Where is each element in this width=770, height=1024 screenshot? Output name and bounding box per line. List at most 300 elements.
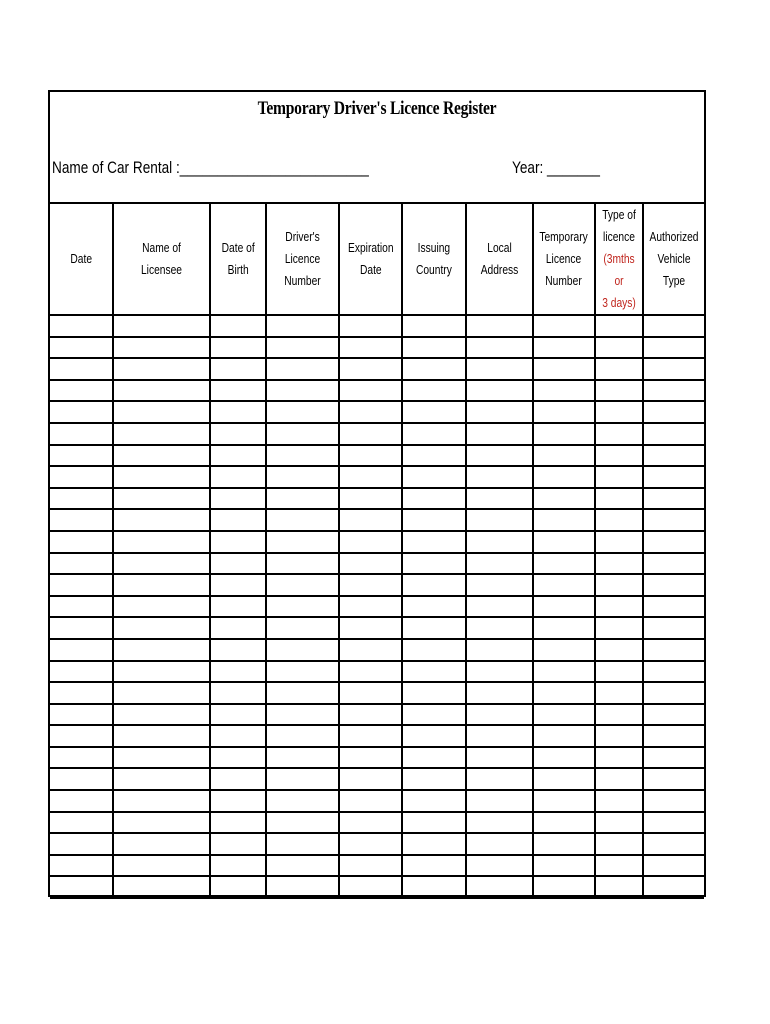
- table-cell[interactable]: [266, 617, 339, 639]
- table-cell[interactable]: [595, 855, 643, 877]
- table-cell[interactable]: [533, 315, 595, 337]
- table-cell[interactable]: [402, 358, 466, 380]
- table-cell[interactable]: [50, 423, 113, 445]
- table-cell[interactable]: [210, 812, 266, 834]
- table-cell[interactable]: [595, 682, 643, 704]
- table-cell[interactable]: [533, 337, 595, 359]
- table-cell[interactable]: [402, 833, 466, 855]
- table-cell[interactable]: [466, 596, 533, 618]
- table-cell[interactable]: [113, 661, 210, 683]
- table-cell[interactable]: [466, 855, 533, 877]
- table-cell[interactable]: [339, 812, 402, 834]
- table-cell[interactable]: [339, 747, 402, 769]
- table-cell[interactable]: [113, 682, 210, 704]
- table-cell[interactable]: [466, 682, 533, 704]
- table-cell[interactable]: [466, 337, 533, 359]
- table-cell[interactable]: [210, 488, 266, 510]
- table-cell[interactable]: [50, 488, 113, 510]
- table-cell[interactable]: [595, 617, 643, 639]
- table-cell[interactable]: [595, 315, 643, 337]
- table-cell[interactable]: [339, 617, 402, 639]
- table-cell[interactable]: [50, 876, 113, 898]
- table-cell[interactable]: [50, 617, 113, 639]
- table-cell[interactable]: [113, 445, 210, 467]
- table-cell[interactable]: [595, 509, 643, 531]
- table-cell[interactable]: [533, 725, 595, 747]
- table-cell[interactable]: [402, 617, 466, 639]
- table-cell[interactable]: [643, 639, 704, 661]
- table-cell[interactable]: [50, 768, 113, 790]
- table-cell[interactable]: [266, 488, 339, 510]
- type-of-licence-note: (3mths or 3 days): [602, 252, 636, 310]
- register-table: [50, 204, 704, 899]
- table-cell[interactable]: [266, 747, 339, 769]
- table-cell[interactable]: [266, 661, 339, 683]
- table-cell[interactable]: [533, 380, 595, 402]
- table-cell[interactable]: [466, 423, 533, 445]
- table-cell[interactable]: [339, 574, 402, 596]
- table-cell[interactable]: [595, 488, 643, 510]
- table-cell[interactable]: [402, 596, 466, 618]
- table-cell[interactable]: [402, 661, 466, 683]
- table-cell[interactable]: [50, 704, 113, 726]
- table-cell[interactable]: [466, 380, 533, 402]
- table-cell[interactable]: [595, 531, 643, 553]
- table-cell[interactable]: [643, 401, 704, 423]
- table-cell[interactable]: [643, 704, 704, 726]
- table-cell[interactable]: [113, 747, 210, 769]
- table-cell[interactable]: [533, 596, 595, 618]
- table-cell[interactable]: [113, 855, 210, 877]
- table-cell[interactable]: [595, 639, 643, 661]
- table-cell[interactable]: [533, 833, 595, 855]
- table-cell[interactable]: [113, 596, 210, 618]
- table-cell[interactable]: [266, 380, 339, 402]
- table-cell[interactable]: [402, 488, 466, 510]
- table-cell[interactable]: [339, 509, 402, 531]
- table-cell[interactable]: [339, 445, 402, 467]
- table-cell[interactable]: [643, 725, 704, 747]
- table-cell[interactable]: [266, 574, 339, 596]
- table-cell[interactable]: [402, 553, 466, 575]
- table-cell[interactable]: [466, 725, 533, 747]
- table-row: [50, 574, 704, 596]
- table-cell[interactable]: [210, 574, 266, 596]
- table-cell[interactable]: [339, 423, 402, 445]
- table-cell[interactable]: [466, 315, 533, 337]
- table-cell[interactable]: [595, 380, 643, 402]
- table-cell[interactable]: [50, 401, 113, 423]
- table-cell[interactable]: [266, 768, 339, 790]
- col-header-authorized-vehicle-type: Authorized Vehicle Type: [643, 204, 704, 315]
- table-cell[interactable]: [339, 661, 402, 683]
- year-field[interactable]: Year: _______: [512, 158, 600, 177]
- table-cell[interactable]: [113, 488, 210, 510]
- table-cell[interactable]: [210, 704, 266, 726]
- table-cell[interactable]: [339, 466, 402, 488]
- table-cell[interactable]: [266, 855, 339, 877]
- table-cell[interactable]: [533, 531, 595, 553]
- table-cell[interactable]: [266, 704, 339, 726]
- table-cell[interactable]: [113, 768, 210, 790]
- table-cell[interactable]: [266, 445, 339, 467]
- table-cell[interactable]: [113, 574, 210, 596]
- col-header-name-of-licensee: Name of Licensee: [113, 204, 210, 315]
- table-cell[interactable]: [113, 401, 210, 423]
- table-cell[interactable]: [113, 531, 210, 553]
- table-cell[interactable]: [466, 358, 533, 380]
- table-cell[interactable]: [595, 704, 643, 726]
- table-cell[interactable]: [266, 790, 339, 812]
- table-cell[interactable]: [113, 725, 210, 747]
- table-cell[interactable]: [595, 337, 643, 359]
- table-cell[interactable]: [113, 876, 210, 898]
- table-cell[interactable]: [643, 380, 704, 402]
- table-cell[interactable]: [402, 337, 466, 359]
- table-cell[interactable]: [402, 574, 466, 596]
- table-cell[interactable]: [466, 401, 533, 423]
- table-cell[interactable]: [339, 790, 402, 812]
- table-cell[interactable]: [402, 531, 466, 553]
- table-cell[interactable]: [402, 423, 466, 445]
- table-cell[interactable]: [113, 704, 210, 726]
- table-cell[interactable]: [339, 704, 402, 726]
- table-cell[interactable]: [466, 488, 533, 510]
- table-cell[interactable]: [643, 617, 704, 639]
- table-cell[interactable]: [339, 876, 402, 898]
- table-cell[interactable]: [595, 423, 643, 445]
- table-cell[interactable]: [50, 509, 113, 531]
- table-cell[interactable]: [466, 553, 533, 575]
- table-cell[interactable]: [643, 315, 704, 337]
- table-cell[interactable]: [595, 553, 643, 575]
- table-cell[interactable]: [339, 682, 402, 704]
- table-cell[interactable]: [113, 423, 210, 445]
- table-cell[interactable]: [466, 445, 533, 467]
- table-cell[interactable]: [266, 682, 339, 704]
- table-cell[interactable]: [402, 466, 466, 488]
- table-cell[interactable]: [643, 855, 704, 877]
- table-cell[interactable]: [339, 401, 402, 423]
- table-cell[interactable]: [533, 855, 595, 877]
- table-cell[interactable]: [113, 812, 210, 834]
- table-cell[interactable]: [113, 790, 210, 812]
- table-cell[interactable]: [50, 639, 113, 661]
- table-row: [50, 445, 704, 467]
- table-cell[interactable]: [210, 531, 266, 553]
- table-cell[interactable]: [210, 833, 266, 855]
- table-cell[interactable]: [643, 747, 704, 769]
- table-cell[interactable]: [210, 553, 266, 575]
- col-header-type-of-licence: Type of licence (3mths or 3 days): [595, 204, 643, 315]
- table-cell[interactable]: [210, 509, 266, 531]
- table-cell[interactable]: [466, 617, 533, 639]
- table-cell[interactable]: [402, 768, 466, 790]
- table-cell[interactable]: [266, 466, 339, 488]
- table-cell[interactable]: [533, 661, 595, 683]
- table-cell[interactable]: [113, 833, 210, 855]
- table-cell[interactable]: [533, 574, 595, 596]
- table-row: [50, 661, 704, 683]
- table-cell[interactable]: [113, 380, 210, 402]
- table-cell[interactable]: [402, 380, 466, 402]
- table-cell[interactable]: [402, 401, 466, 423]
- table-cell[interactable]: [533, 639, 595, 661]
- table-cell[interactable]: [339, 639, 402, 661]
- table-cell[interactable]: [533, 812, 595, 834]
- table-cell[interactable]: [339, 488, 402, 510]
- column-header-row: [50, 204, 704, 315]
- table-cell[interactable]: [402, 639, 466, 661]
- table-cell[interactable]: [339, 531, 402, 553]
- table-cell[interactable]: [595, 876, 643, 898]
- table-cell[interactable]: [643, 682, 704, 704]
- table-cell[interactable]: [402, 855, 466, 877]
- table-cell[interactable]: [50, 553, 113, 575]
- table-cell[interactable]: [113, 617, 210, 639]
- table-cell[interactable]: [643, 445, 704, 467]
- table-cell[interactable]: [210, 445, 266, 467]
- table-cell[interactable]: [533, 876, 595, 898]
- table-cell[interactable]: [643, 790, 704, 812]
- table-cell[interactable]: [50, 812, 113, 834]
- table-cell[interactable]: [466, 466, 533, 488]
- table-cell[interactable]: [266, 358, 339, 380]
- table-cell[interactable]: [466, 531, 533, 553]
- table-cell[interactable]: [210, 876, 266, 898]
- table-row: [50, 488, 704, 510]
- table-cell[interactable]: [50, 747, 113, 769]
- table-cell[interactable]: [113, 358, 210, 380]
- table-cell[interactable]: [466, 639, 533, 661]
- table-cell[interactable]: [210, 661, 266, 683]
- table-cell[interactable]: [266, 639, 339, 661]
- table-cell[interactable]: [595, 661, 643, 683]
- table-cell[interactable]: [50, 315, 113, 337]
- table-cell[interactable]: [595, 790, 643, 812]
- table-cell[interactable]: [210, 639, 266, 661]
- table-cell[interactable]: [643, 488, 704, 510]
- col-header-issuing-country: Issuing Country: [402, 204, 466, 315]
- table-cell[interactable]: [533, 768, 595, 790]
- table-cell[interactable]: [402, 315, 466, 337]
- table-cell[interactable]: [402, 704, 466, 726]
- table-cell[interactable]: [595, 768, 643, 790]
- table-cell[interactable]: [50, 445, 113, 467]
- table-cell[interactable]: [595, 747, 643, 769]
- table-row: [50, 423, 704, 445]
- table-cell[interactable]: [339, 768, 402, 790]
- table-cell[interactable]: [266, 423, 339, 445]
- table-cell[interactable]: [50, 596, 113, 618]
- table-row: [50, 876, 704, 898]
- table-row: [50, 790, 704, 812]
- table-cell[interactable]: [339, 315, 402, 337]
- table-cell[interactable]: [210, 380, 266, 402]
- table-cell[interactable]: [50, 358, 113, 380]
- table-cell[interactable]: [595, 445, 643, 467]
- table-cell[interactable]: [50, 531, 113, 553]
- table-cell[interactable]: [533, 445, 595, 467]
- table-cell[interactable]: [643, 466, 704, 488]
- table-cell[interactable]: [339, 358, 402, 380]
- table-cell[interactable]: [643, 358, 704, 380]
- table-cell[interactable]: [533, 790, 595, 812]
- table-cell[interactable]: [466, 509, 533, 531]
- table-row: [50, 725, 704, 747]
- table-cell[interactable]: [643, 337, 704, 359]
- table-cell[interactable]: [210, 423, 266, 445]
- table-cell[interactable]: [533, 423, 595, 445]
- table-cell[interactable]: [266, 812, 339, 834]
- table-cell[interactable]: [533, 704, 595, 726]
- table-cell[interactable]: [643, 768, 704, 790]
- table-cell[interactable]: [643, 833, 704, 855]
- table-cell[interactable]: [266, 401, 339, 423]
- table-cell[interactable]: [113, 337, 210, 359]
- table-cell[interactable]: [643, 531, 704, 553]
- table-cell[interactable]: [113, 509, 210, 531]
- table-cell[interactable]: [466, 574, 533, 596]
- table-cell[interactable]: [50, 574, 113, 596]
- table-cell[interactable]: [266, 531, 339, 553]
- table-cell[interactable]: [533, 553, 595, 575]
- table-cell[interactable]: [466, 876, 533, 898]
- table-cell[interactable]: [266, 833, 339, 855]
- table-cell[interactable]: [402, 725, 466, 747]
- table-cell[interactable]: [266, 553, 339, 575]
- table-cell[interactable]: [595, 574, 643, 596]
- table-cell[interactable]: [643, 509, 704, 531]
- table-cell[interactable]: [466, 768, 533, 790]
- table-cell[interactable]: [339, 553, 402, 575]
- table-cell[interactable]: [210, 337, 266, 359]
- table-row: [50, 466, 704, 488]
- table-cell[interactable]: [50, 337, 113, 359]
- table-cell[interactable]: [210, 725, 266, 747]
- table-cell[interactable]: [50, 790, 113, 812]
- table-cell[interactable]: [210, 315, 266, 337]
- table-cell[interactable]: [266, 509, 339, 531]
- table-cell[interactable]: [50, 661, 113, 683]
- table-cell[interactable]: [402, 445, 466, 467]
- table-cell[interactable]: [595, 358, 643, 380]
- table-cell[interactable]: [210, 682, 266, 704]
- table-cell[interactable]: [643, 596, 704, 618]
- table-cell[interactable]: [210, 768, 266, 790]
- table-cell[interactable]: [466, 747, 533, 769]
- table-cell[interactable]: [533, 358, 595, 380]
- table-cell[interactable]: [643, 876, 704, 898]
- table-cell[interactable]: [466, 661, 533, 683]
- table-cell[interactable]: [402, 682, 466, 704]
- table-cell[interactable]: [50, 466, 113, 488]
- table-cell[interactable]: [266, 876, 339, 898]
- table-row: [50, 358, 704, 380]
- table-cell[interactable]: [466, 812, 533, 834]
- table-cell[interactable]: [50, 725, 113, 747]
- table-cell[interactable]: [533, 682, 595, 704]
- table-cell[interactable]: [339, 596, 402, 618]
- table-cell[interactable]: [113, 315, 210, 337]
- table-cell[interactable]: [533, 401, 595, 423]
- table-cell[interactable]: [643, 553, 704, 575]
- table-cell[interactable]: [402, 876, 466, 898]
- table-row: [50, 401, 704, 423]
- table-cell[interactable]: [643, 423, 704, 445]
- table-cell[interactable]: [50, 833, 113, 855]
- table-cell[interactable]: [595, 401, 643, 423]
- table-cell[interactable]: [266, 725, 339, 747]
- table-cell[interactable]: [466, 833, 533, 855]
- table-cell[interactable]: [266, 596, 339, 618]
- table-cell[interactable]: [210, 617, 266, 639]
- table-cell[interactable]: [339, 380, 402, 402]
- table-row: [50, 639, 704, 661]
- table-cell[interactable]: [533, 509, 595, 531]
- table-cell[interactable]: [402, 812, 466, 834]
- table-row: [50, 833, 704, 855]
- table-cell[interactable]: [643, 574, 704, 596]
- col-header-date: Date: [50, 204, 113, 315]
- table-cell[interactable]: [339, 833, 402, 855]
- table-cell[interactable]: [466, 704, 533, 726]
- table-cell[interactable]: [266, 337, 339, 359]
- table-cell[interactable]: [210, 401, 266, 423]
- table-row: [50, 855, 704, 877]
- table-cell[interactable]: [339, 725, 402, 747]
- table-cell[interactable]: [210, 790, 266, 812]
- col-header-expiration-date: Expiration Date: [339, 204, 402, 315]
- col-header-date-of-birth: Date of Birth: [210, 204, 266, 315]
- table-cell[interactable]: [210, 358, 266, 380]
- table-row: [50, 768, 704, 790]
- table-cell[interactable]: [113, 553, 210, 575]
- table-cell[interactable]: [266, 315, 339, 337]
- table-cell[interactable]: [595, 812, 643, 834]
- table-cell[interactable]: [595, 725, 643, 747]
- table-cell[interactable]: [402, 509, 466, 531]
- table-cell[interactable]: [339, 337, 402, 359]
- table-row: [50, 380, 704, 402]
- col-header-local-address: Local Address: [466, 204, 533, 315]
- table-cell[interactable]: [533, 617, 595, 639]
- table-cell[interactable]: [50, 380, 113, 402]
- table-cell[interactable]: [210, 747, 266, 769]
- table-cell[interactable]: [643, 812, 704, 834]
- table-cell[interactable]: [339, 855, 402, 877]
- table-cell[interactable]: [210, 596, 266, 618]
- table-cell[interactable]: [595, 833, 643, 855]
- table-cell[interactable]: [533, 466, 595, 488]
- table-row: [50, 747, 704, 769]
- table-cell[interactable]: [113, 639, 210, 661]
- table-cell[interactable]: [210, 855, 266, 877]
- table-cell[interactable]: [113, 466, 210, 488]
- table-cell[interactable]: [50, 682, 113, 704]
- table-cell[interactable]: [533, 747, 595, 769]
- table-cell[interactable]: [402, 747, 466, 769]
- table-cell[interactable]: [50, 855, 113, 877]
- table-cell[interactable]: [643, 661, 704, 683]
- table-cell[interactable]: [466, 790, 533, 812]
- table-cell[interactable]: [595, 466, 643, 488]
- table-cell[interactable]: [533, 488, 595, 510]
- car-rental-name-field[interactable]: Name of Car Rental :_________________________: [52, 158, 369, 177]
- table-cell[interactable]: [210, 466, 266, 488]
- table-cell[interactable]: [402, 790, 466, 812]
- table-cell[interactable]: [595, 596, 643, 618]
